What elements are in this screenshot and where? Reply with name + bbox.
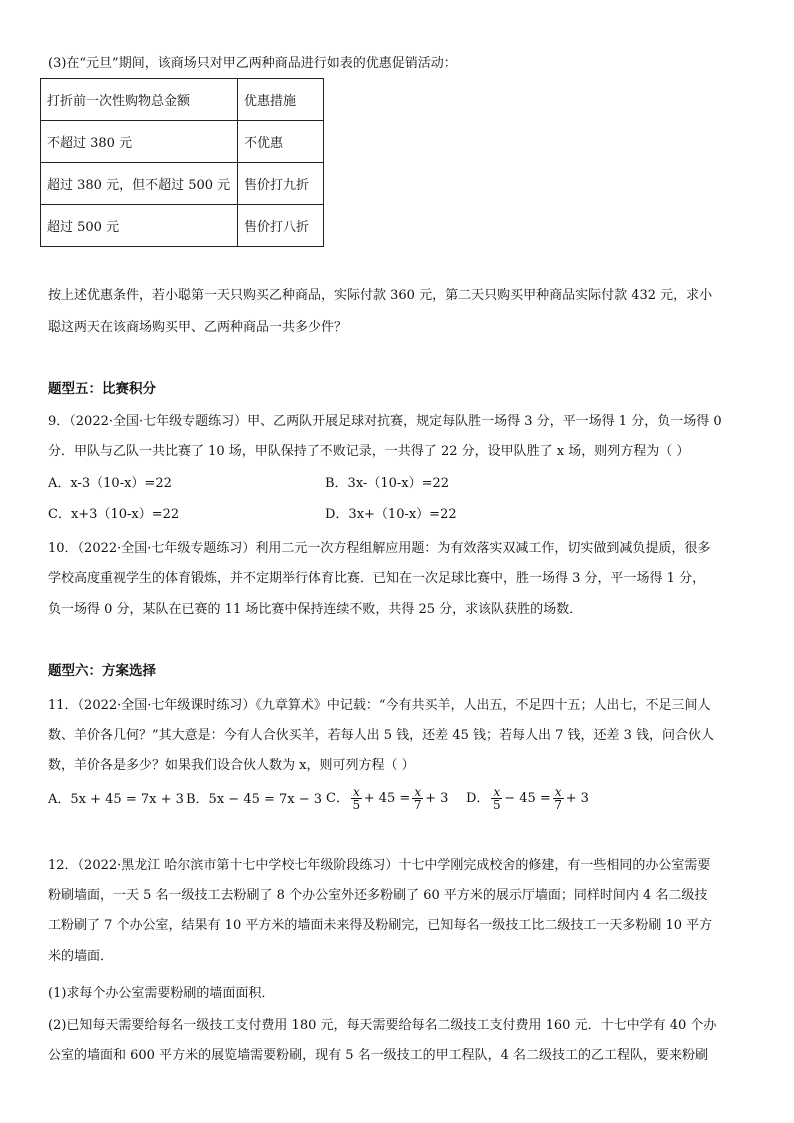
table-header-cell: 打折前一次性购物总金额: [41, 79, 238, 121]
q11-option-c: [326, 782, 448, 816]
fraction-numerator: x: [352, 785, 360, 799]
q9-option-b: B．3x-（10-x）=22: [325, 476, 450, 491]
q11-option-a: A．5x + 45 = 7x + 3: [48, 792, 184, 807]
fraction-numerator: x: [554, 785, 562, 799]
q12-text-line: 工粉刷了 7 个办公室，结果有 10 平方米的墙面未来得及粉刷完，已知每名一级技工比二级技工一天多粉刷 10 平方: [48, 918, 713, 933]
option-label: D．: [466, 791, 490, 806]
q9-option-d: D．3x+（10-x）=22: [325, 507, 457, 522]
fraction-numerator: x: [493, 785, 501, 799]
fraction-denominator: 7: [554, 798, 563, 812]
table-cell: 不超过 380 元: [41, 121, 238, 163]
q9-option-c: C．x+3（10-x）=22: [48, 507, 180, 522]
q12-text-line: 粉刷墙面，一天 5 名一级技工去粉刷了 8 个办公室外还多粉刷了 60 平方米的展示厅墙面；同样时间内 4 名二级技: [48, 888, 708, 903]
fraction-denominator: 7: [413, 798, 422, 812]
table-header-row: [41, 79, 324, 121]
table-cell: 不优惠: [238, 121, 324, 163]
q10-text-line: 学校高度重视学生的体育锻炼，并不定期举行体育比赛．已知在一次足球比赛中，胜一场得 3 分，平一场得 1 分，: [48, 571, 706, 586]
section-heading: 题型六：方案选择: [48, 663, 156, 679]
fraction-denominator: 5: [493, 798, 501, 812]
q8-part3-intro: (3)在“元旦”期间，该商场只对甲乙两种商品进行如表的优惠促销活动：: [48, 56, 457, 71]
q11-text-line: 数，羊价各是多少？如果我们设合伙人数为 x，则可列方程（ ）: [48, 758, 415, 773]
table-row: [41, 121, 324, 163]
q9-text-line: 分．甲队与乙队一共比赛了 10 场，甲队保持了不败记录，一共得了 22 分，设甲队胜了 x 场，则列方程为（ ）: [48, 444, 690, 459]
option-text: + 3: [425, 791, 449, 806]
table-cell: 售价打九折: [238, 163, 324, 205]
promotion-table: [40, 78, 324, 247]
fraction-denominator: 5: [352, 798, 361, 812]
fraction: [412, 786, 423, 811]
section-heading: 题型五：比赛积分: [48, 381, 156, 397]
fraction-numerator: x: [414, 785, 422, 799]
q10-text-line: 10．（2022·全国·七年级专题练习）利用二元一次方程组解应用题：为有效落实双减工作，切实做到减负提质，很多: [48, 541, 711, 556]
q12-text-line: 12．（2022·黑龙江 哈尔滨市第十七中学校七年级阶段练习）十七中学刚完成校舍的修建，有一些相同的办公室需要: [48, 858, 711, 873]
option-text: − 45 =: [504, 791, 551, 806]
q12-part2-line: 公室的墙面和 600 平方米的展览墙需要粉刷，现有 5 名一级技工的甲工程队，4 名二级技工的乙工程队，要来粉刷: [48, 1048, 709, 1063]
q12-part1: (1)求每个办公室需要粉刷的墙面面积．: [48, 986, 275, 1001]
option-label: C．: [326, 791, 349, 806]
q9-option-a: A．x-3（10-x）=22: [48, 476, 172, 491]
table-cell: 售价打八折: [238, 205, 324, 247]
table-row: [41, 205, 324, 247]
fraction: [553, 786, 564, 811]
q11-option-b: B．5x − 45 = 7x − 3: [186, 792, 323, 807]
table-header-cell: 优惠措施: [238, 79, 324, 121]
q11-text-line: 数、羊价各几何？”其大意是：今有人合伙买羊，若每人出 5 钱，还差 45 钱；若每人出 7 钱，还差 3 钱，问合伙人: [48, 728, 715, 743]
option-text: + 45 =: [363, 791, 411, 806]
fraction: [491, 786, 502, 811]
q10-text-line: 负一场得 0 分，某队在已赛的 11 场比赛中保持连续不败，共得 25 分，求该队获胜的场数．: [48, 602, 583, 617]
table-cell: 超过 380 元，但不超过 500 元: [41, 163, 238, 205]
q8-part3-text-line: 按上述优惠条件，若小聪第一天只购买乙种商品，实际付款 360 元，第二天只购买甲种商品实际付款 432 元，求小: [48, 288, 713, 303]
table-cell: 超过 500 元: [41, 205, 238, 247]
fraction: [351, 786, 362, 811]
q12-text-line: 米的墙面．: [48, 949, 114, 964]
q11-option-d: [466, 782, 589, 816]
q12-part2-line: (2)已知每天需要给每名一级技工支付费用 180 元，每天需要给每名二级技工支付费用 160 元．十七中学有 40 个办: [48, 1018, 717, 1033]
option-text: + 3: [565, 791, 589, 806]
q11-text-line: 11．（2022·全国·七年级课时练习）《九章算术》中记载：“今有共买羊，人出五，不足四十五；人出七，不足三间人: [48, 698, 711, 713]
table-row: [41, 163, 324, 205]
q9-text-line: 9．（2022·全国·七年级专题练习）甲、乙两队开展足球对抗赛，规定每队胜一场得 3 分，平一场得 1 分，负一场得 0: [48, 414, 722, 429]
q8-part3-text-line: 聪这两天在该商场购买甲、乙两种商品一共多少件？: [48, 320, 348, 335]
